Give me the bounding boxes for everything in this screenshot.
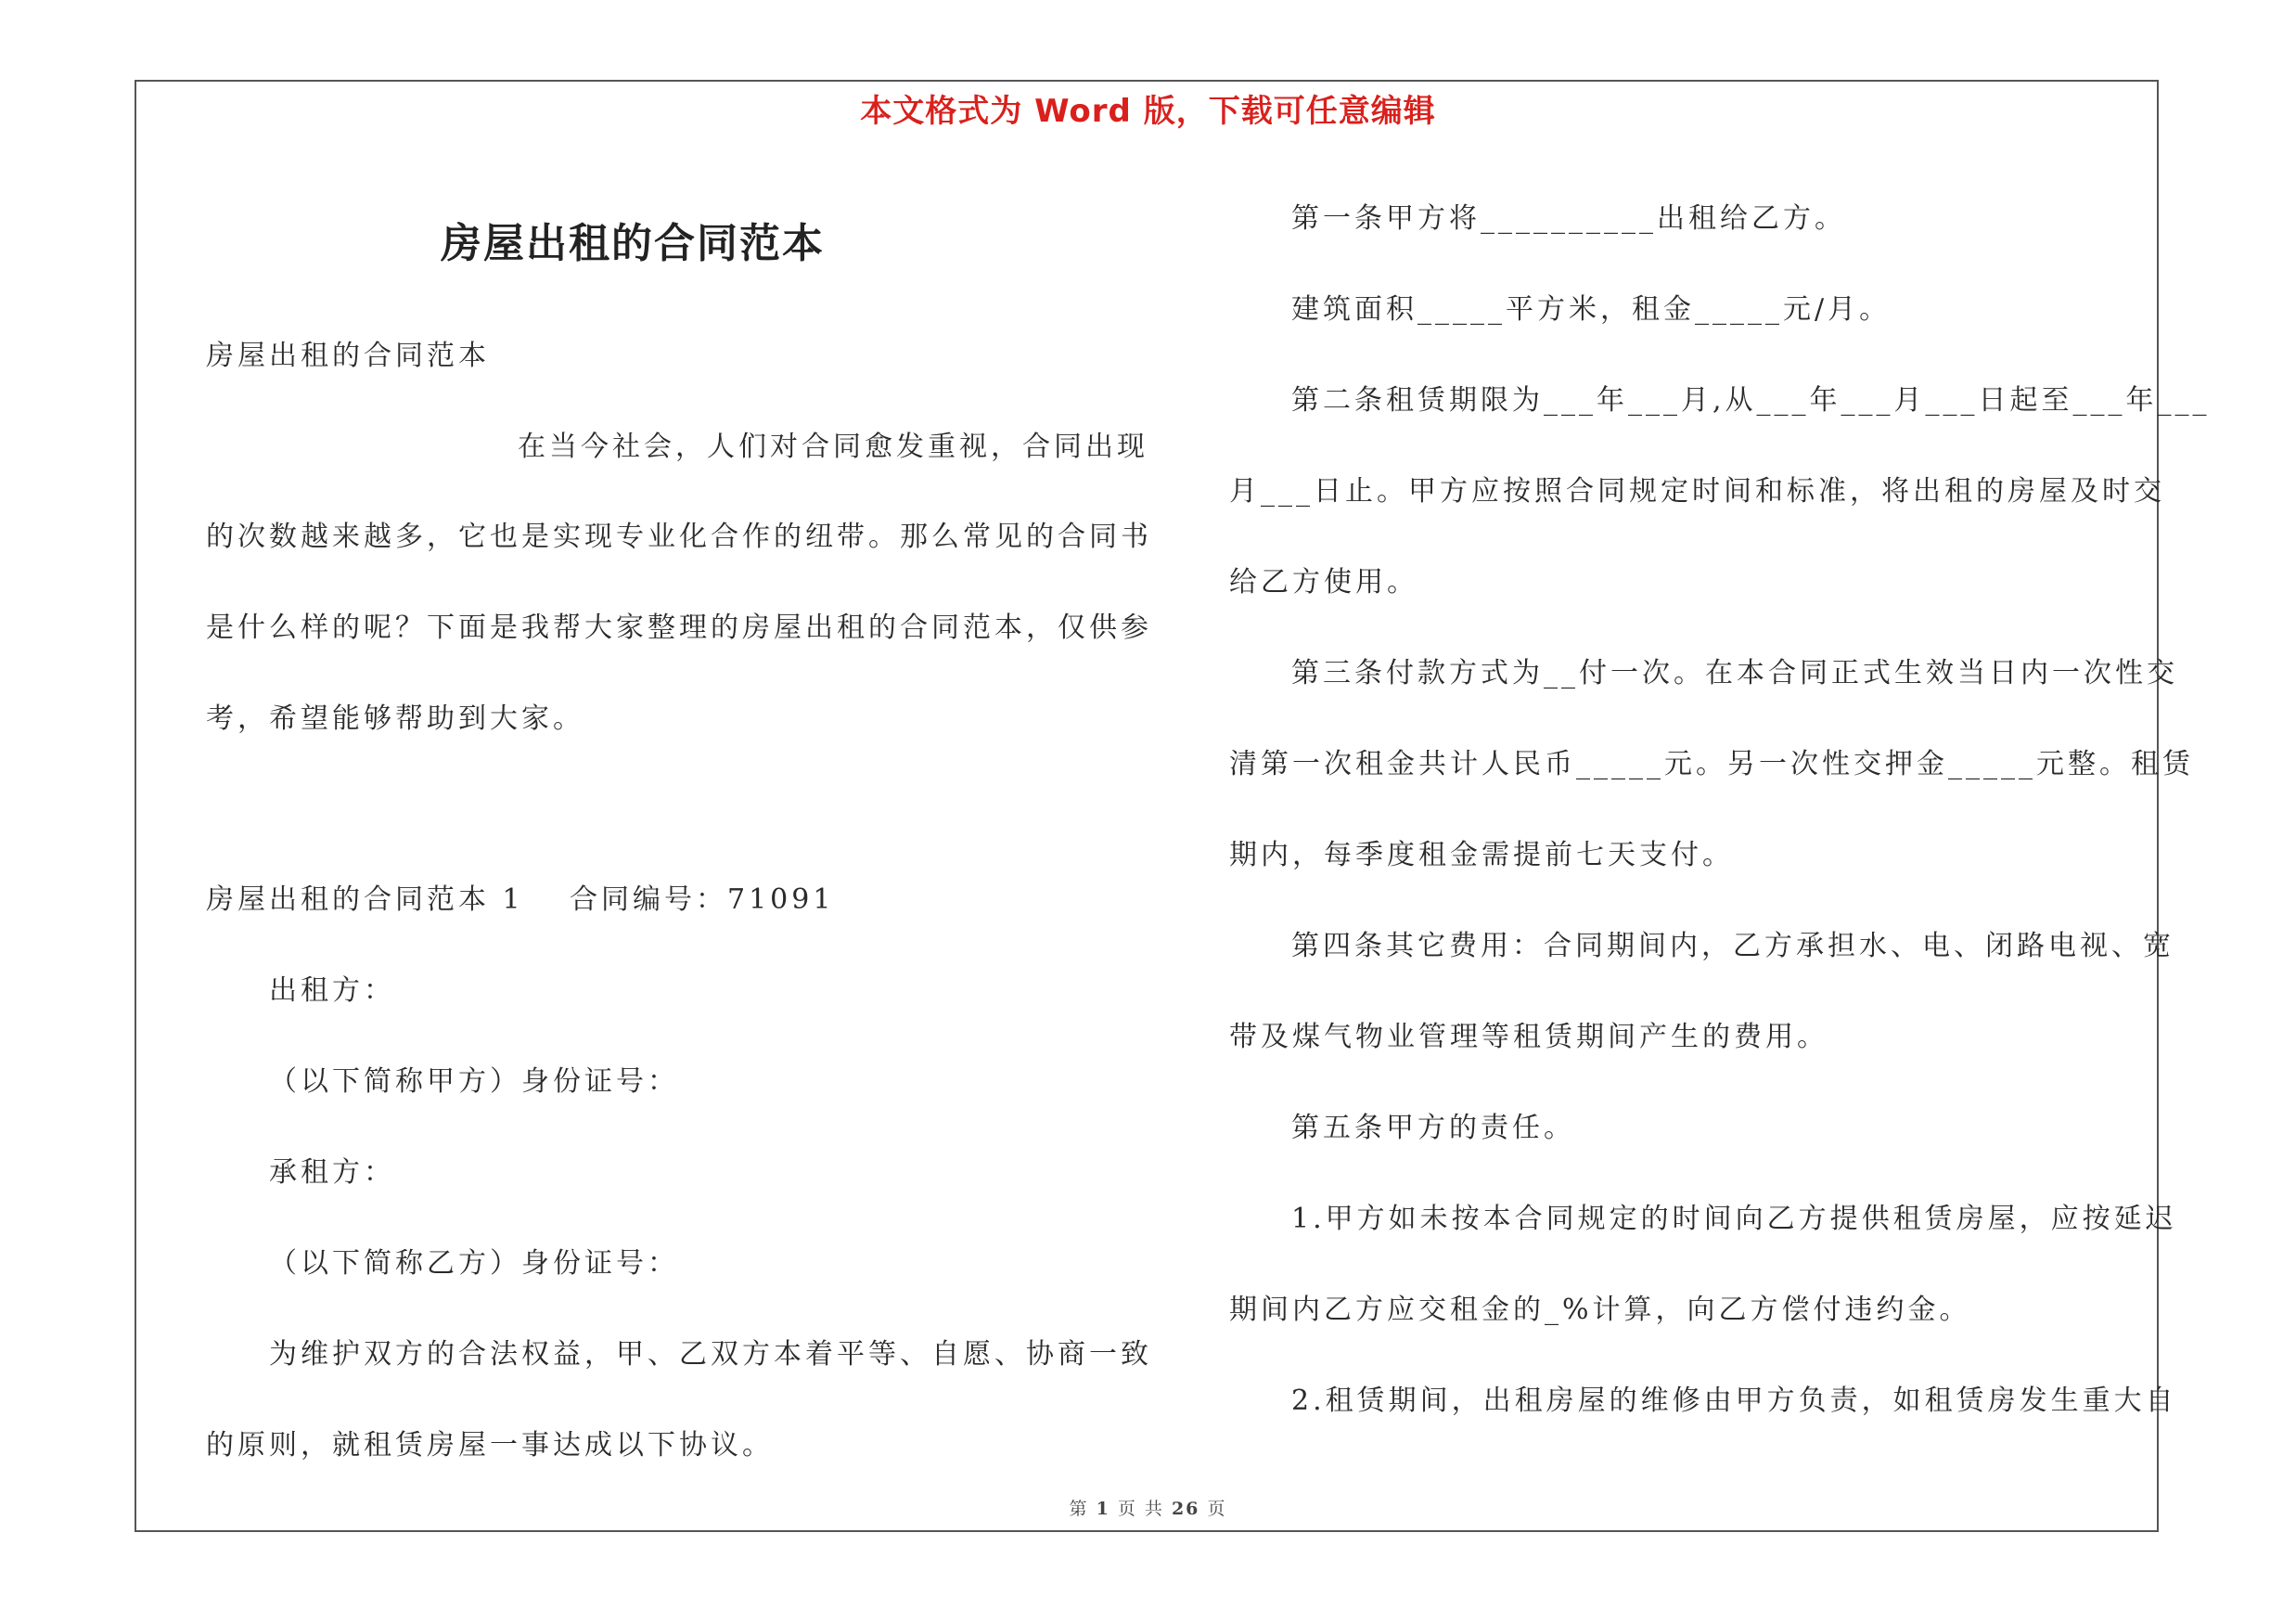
subtitle: 房屋出租的合同范本 bbox=[206, 340, 490, 372]
lessor-label: 出租方： bbox=[269, 974, 395, 1007]
intro-line: 的次数越来越多，它也是实现专业化合作的纽带。那么常见的合同书 bbox=[206, 521, 1152, 553]
footer-suffix: 页 bbox=[1207, 1499, 1227, 1519]
preamble-line: 为维护双方的合法权益，甲、乙双方本着平等、自愿、协商一致 bbox=[269, 1338, 1152, 1371]
footer-prefix: 第 bbox=[1069, 1499, 1089, 1519]
footer-page-number: 1 bbox=[1096, 1499, 1110, 1519]
footer-total-pages: 26 bbox=[1171, 1499, 1200, 1519]
document-title: 房屋出租的合同范本 bbox=[441, 220, 825, 267]
editable-banner: 本文格式为 Word 版，下载可任意编辑 bbox=[860, 93, 1436, 130]
lessee-id-label: （以下简称乙方）身份证号： bbox=[269, 1247, 679, 1280]
clause-line: 期内，每季度租金需提前七天支付。 bbox=[1229, 839, 1734, 871]
intro-line: 是什么样的呢？下面是我帮大家整理的房屋出租的合同范本，仅供参 bbox=[206, 612, 1152, 644]
clause-line: 第五条甲方的责任。 bbox=[1291, 1112, 1575, 1144]
preamble-line: 的原则，就租赁房屋一事达成以下协议。 bbox=[206, 1429, 774, 1462]
intro-line: 在当今社会，人们对合同愈发重视，合同出现 bbox=[518, 431, 1148, 463]
contract-number: 合同编号：71091 bbox=[570, 883, 835, 916]
clause-line: 给乙方使用。 bbox=[1229, 566, 1418, 599]
clause-line: 期间内乙方应交租金的_%计算，向乙方偿付违约金。 bbox=[1229, 1294, 1971, 1326]
clause-line: 1.甲方如未按本合同规定的时间向乙方提供租赁房屋，应按延迟 bbox=[1291, 1203, 2177, 1235]
clause-line: 建筑面积_____平方米，租金_____元/月。 bbox=[1291, 293, 1892, 326]
lessor-id-label: （以下简称甲方）身份证号： bbox=[269, 1065, 679, 1098]
page-footer bbox=[0, 1495, 2296, 1520]
clause-line: 2.租赁期间，出租房屋的维修由甲方负责，如租赁房发生重大自 bbox=[1291, 1385, 2177, 1417]
footer-middle: 页 共 bbox=[1117, 1499, 1164, 1519]
clause-line: 清第一次租金共计人民币_____元。另一次性交押金_____元整。租赁 bbox=[1229, 748, 2194, 780]
intro-line: 考，希望能够帮助到大家。 bbox=[206, 702, 584, 735]
clause-line: 第四条其它费用：合同期间内，乙方承担水、电、闭路电视、宽 bbox=[1291, 930, 2174, 962]
clause-line: 第三条付款方式为__付一次。在本合同正式生效当日内一次性交 bbox=[1291, 657, 2178, 689]
clause-line: 带及煤气物业管理等租赁期间产生的费用。 bbox=[1229, 1021, 1828, 1053]
contract-heading: 房屋出租的合同范本 1 bbox=[206, 883, 524, 916]
clause-line: 第一条甲方将__________出租给乙方。 bbox=[1291, 202, 1846, 235]
clause-line: 月___日止。甲方应按照合同规定时间和标准，将出租的房屋及时交 bbox=[1229, 475, 2165, 508]
lessee-label: 承租方： bbox=[269, 1156, 395, 1189]
clause-line: 第二条租赁期限为___年___月,从___年___月___日起至___年___ bbox=[1291, 384, 2211, 417]
